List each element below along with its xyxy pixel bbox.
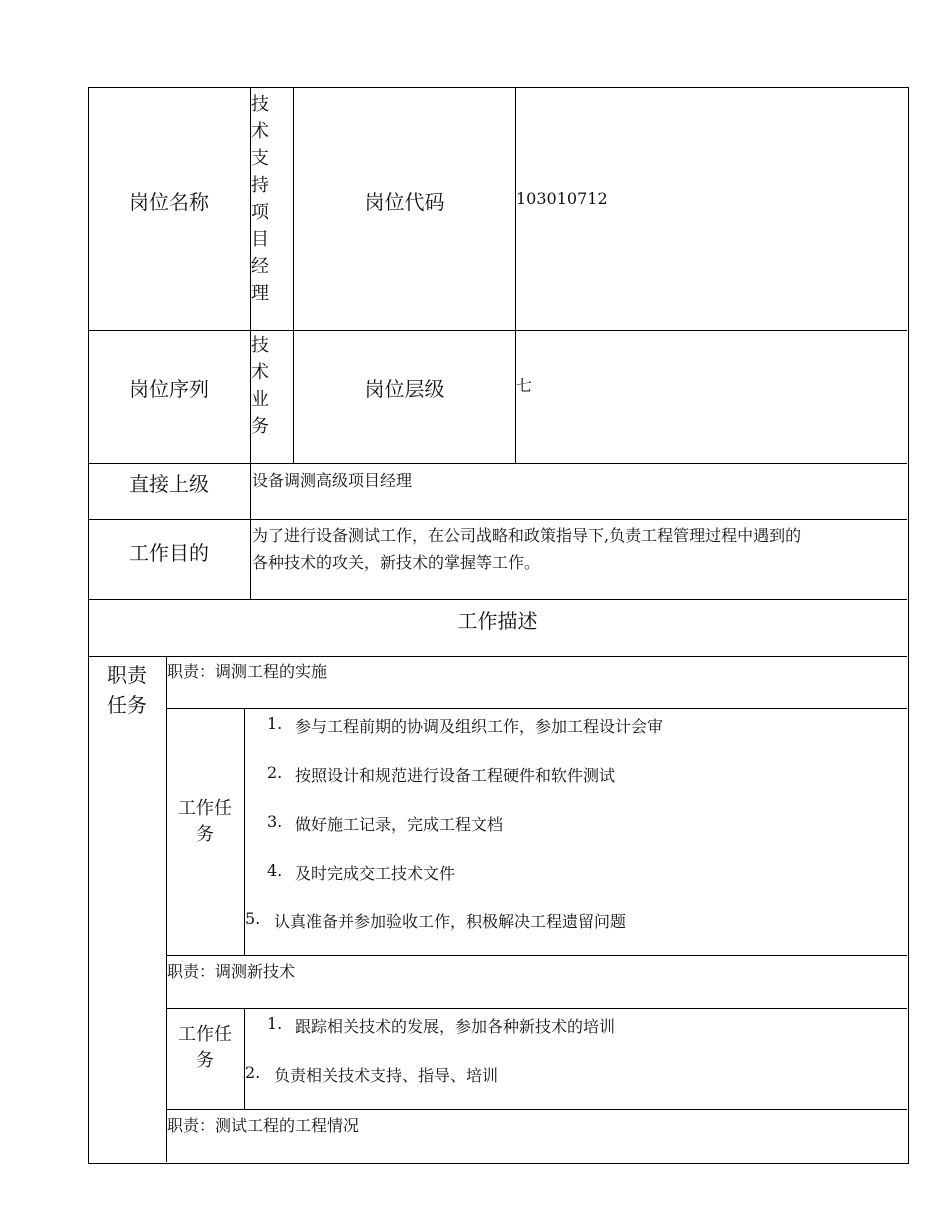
direct-superior-label: 直接上级 (129, 472, 209, 496)
task-item: 参与工程前期的协调及组织工作，参加工程设计会审 (295, 717, 664, 736)
task-number: 2. (245, 1063, 261, 1082)
row-divider (166, 1109, 907, 1110)
duty-title: 职责：调测工程的实施 (167, 662, 328, 681)
col-divider (244, 1008, 245, 1109)
position-level-label: 岗位层级 (364, 377, 445, 401)
task-item: 按照设计和规范进行设备工程硬件和软件测试 (295, 766, 616, 785)
position-code-value: 103010712 (516, 189, 608, 208)
position-sequence-label: 岗位序列 (129, 377, 209, 401)
position-sequence-value: 技 术 业 务 (251, 335, 269, 437)
task-number: 1. (267, 714, 283, 733)
position-name-label: 岗位名称 (129, 190, 209, 214)
task-item: 负责相关技术支持、指导、培训 (274, 1066, 499, 1085)
row-divider (166, 708, 907, 709)
duty-title: 职责：测试工程的工程情况 (167, 1116, 360, 1135)
task-number: 4. (267, 861, 283, 880)
job-purpose-label: 工作目的 (129, 541, 209, 565)
task-number: 1. (267, 1014, 283, 1033)
col-divider (293, 87, 294, 463)
job-purpose-value: 为了进行设备测试工作，在公司战略和政策指导下,负责工程管理过程中遇到的 各种技术的攻关，新技术的掌握等工作。 (252, 526, 802, 572)
task-item: 认真准备并参加验收工作，积极解决工程遗留问题 (274, 912, 627, 931)
direct-superior-value: 设备调测高级项目经理 (252, 471, 413, 490)
duty-title: 职责：调测新技术 (167, 962, 296, 981)
row-divider (88, 656, 907, 657)
job-description-title: 工作描述 (457, 609, 538, 633)
task-item: 做好施工记录，完成工程文档 (295, 815, 504, 834)
task-number: 3. (267, 812, 283, 831)
col-divider (515, 87, 516, 463)
row-divider (88, 463, 907, 464)
row-divider (166, 1008, 907, 1009)
row-divider (88, 599, 907, 600)
task-item: 跟踪相关技术的发展，参加各种新技术的培训 (295, 1017, 616, 1036)
task-item: 及时完成交工技术文件 (295, 864, 456, 883)
task-number: 2. (267, 763, 283, 782)
task-label: 工作任 务 (178, 1024, 232, 1071)
task-label: 工作任 务 (178, 798, 232, 845)
col-divider (166, 656, 167, 1162)
row-divider (166, 955, 907, 956)
position-level-value: 七 (516, 376, 533, 395)
row-divider (88, 330, 907, 331)
duties-label: 职责 任务 (107, 663, 147, 717)
task-number: 5. (245, 909, 261, 928)
row-divider (88, 519, 907, 520)
position-name-value: 技 术 支 持 项 目 经 理 (251, 94, 269, 304)
position-code-label: 岗位代码 (364, 190, 445, 214)
